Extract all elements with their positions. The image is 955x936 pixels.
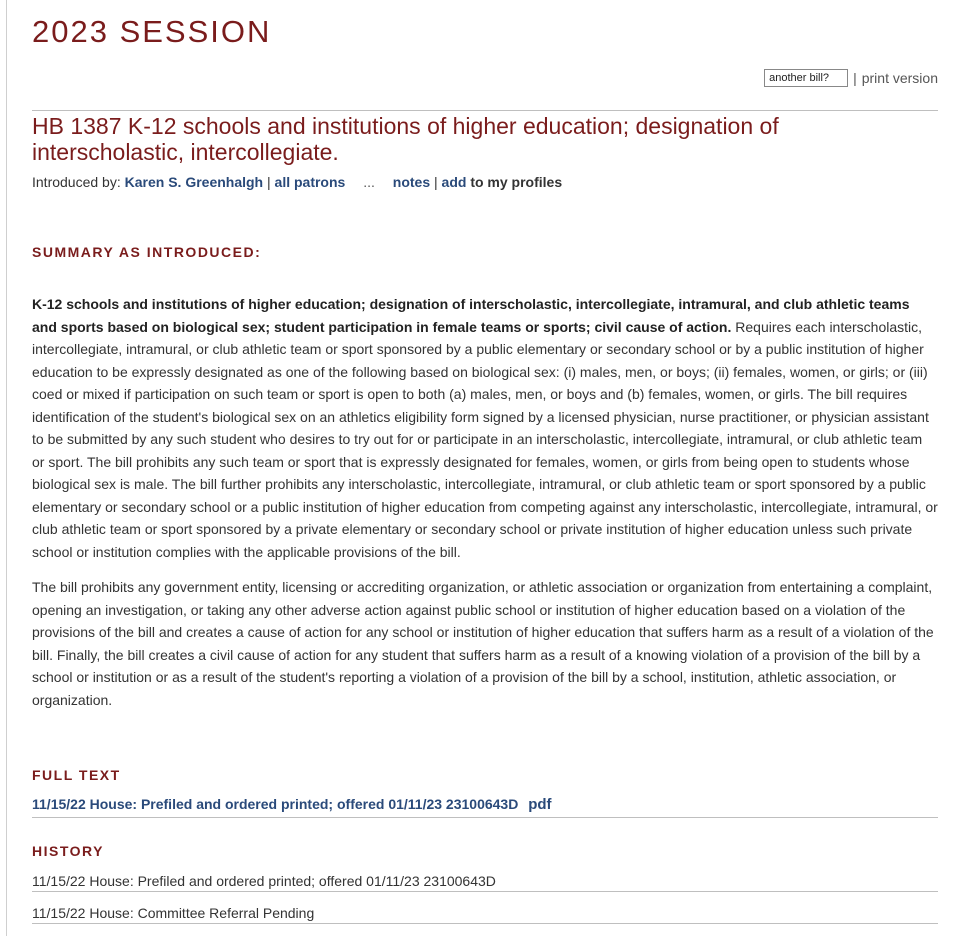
- to-my-profiles-label: to my profiles: [470, 174, 563, 190]
- patron-separator: |: [267, 174, 271, 190]
- summary-heading: SUMMARY AS INTRODUCED:: [32, 244, 262, 260]
- utility-separator: |: [853, 70, 857, 86]
- history-divider: [32, 891, 938, 892]
- summary-paragraph-2: The bill prohibits any government entity, licensing or accrediting organization, or athletic association or organization from entertaining a complaint, opening an investigation, or taking any other adverse action against public school or institution of higher education based on a violation of the provisions of the bill and creates a cause of action for any school or institution of higher education that suffers harm as a result of a violation of the bill. Finally, the bill creates a civil cause of action for any student that suffers harm as a result of a knowing violation of a provision of the bill by a school or institution or as a result of the student's reporting a violation of a provision of the bill by a school, institution, athletic association, or organization.: [32, 579, 934, 708]
- full-text-link[interactable]: 11/15/22 House: Prefiled and ordered printed; offered 01/11/23 23100643D: [32, 796, 519, 812]
- left-border: [6, 0, 7, 936]
- session-title: 2023 SESSION: [32, 14, 272, 49]
- notes-separator: |: [434, 174, 438, 190]
- summary-body: [32, 293, 938, 724]
- utility-bar: [764, 69, 938, 87]
- summary-paragraph-1-text: Requires each interscholastic, intercollegiate, intramural, or club athletic team or sport sponsored by a public elementary or secondary school or by a public institution of higher education to be expressly designated as one of the following based on biological sex: (i) males, men, or boys; (ii) females, women, or girls; or (iii) coed or mixed if participation on such team or sport is open to both (a) males, men, or boys and (b) females, women, or girls. The bill requires identification of the student's biological sex on an athletics eligibility form signed by a licensed physician, nurse practitioner, or physician assistant to be submitted by any such student who desires to try out for or participate in an interscholastic, intercollegiate, intramural, or club athletic team or sport. The bill prohibits any such team or sport that is expressly designated for females, women, or girls from being open to students whose biological sex is male. The bill further prohibits any interscholastic, intercollegiate, intramural, or club athletic team or sport sponsored by a public elementary or secondary school or a public institution of higher education from competing against any interscholastic, intercollegiate, intramural, or club athletic team or sport sponsored by a private elementary or secondary school or private institution of higher education unless such private school or institution complies with the applicable provisions of the bill.: [32, 318, 938, 560]
- full-text-divider: [32, 817, 938, 818]
- patron-link[interactable]: Karen S. Greenhalgh: [124, 174, 264, 190]
- summary-lead-bold: K-12 schools and institutions of higher education; designation of interscholastic, intercollegiate, intramural, and club athletic teams and sports based on biological sex; student participation in female teams or sports; civil cause of action.: [32, 296, 910, 335]
- patron-row: [32, 174, 562, 190]
- history-item: 11/15/22 House: Prefiled and ordered printed; offered 01/11/23 23100643D: [32, 873, 496, 889]
- pdf-link[interactable]: pdf: [528, 796, 552, 813]
- full-text-heading: FULL TEXT: [32, 767, 121, 783]
- full-text-entry: [32, 796, 552, 813]
- all-patrons-link[interactable]: all patrons: [274, 174, 346, 190]
- print-version-link[interactable]: print version: [861, 70, 938, 86]
- add-link[interactable]: add: [441, 174, 467, 190]
- ellipsis: ...: [363, 174, 375, 190]
- history-item: 11/15/22 House: Committee Referral Pending: [32, 905, 315, 921]
- bill-title: HB 1387 K-12 schools and institutions of higher education; designation of interscholastic, intercollegiate.: [32, 113, 779, 165]
- history-heading: HISTORY: [32, 843, 104, 859]
- summary-paragraph-1: [32, 293, 938, 563]
- header-divider: [32, 110, 938, 111]
- history-divider: [32, 923, 938, 924]
- introduced-by-label: Introduced by:: [32, 174, 121, 190]
- notes-link[interactable]: notes: [392, 174, 431, 190]
- bill-search-input[interactable]: [764, 69, 848, 87]
